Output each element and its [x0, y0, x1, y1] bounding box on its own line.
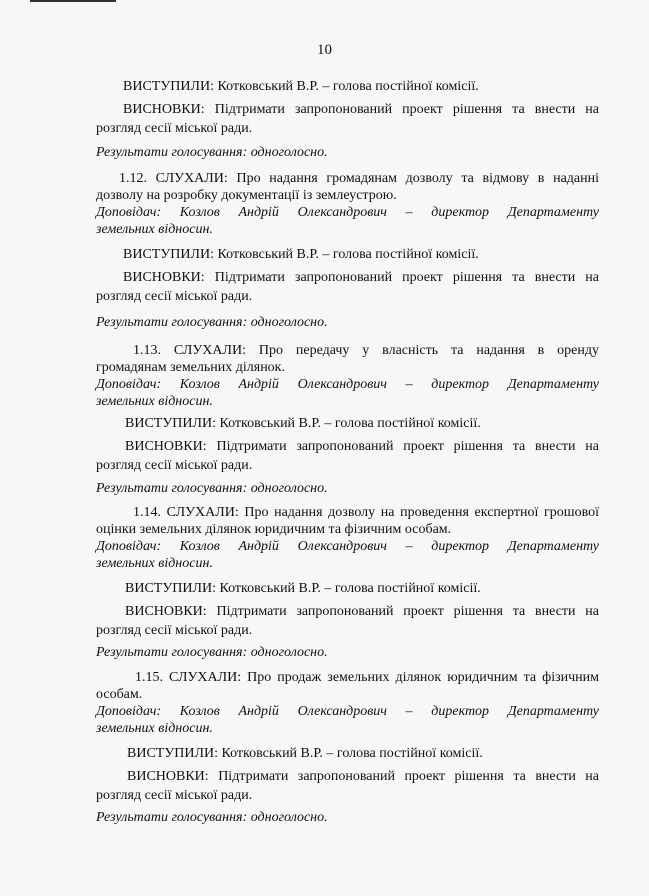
item-1-15-line2: особам. — [96, 687, 143, 702]
speaker-word: Андрій — [238, 539, 279, 554]
speaker-word: Козлов — [179, 704, 220, 719]
speaker-word: Департаменту — [507, 704, 599, 719]
vystupyly-label: ВИСТУПИЛИ: — [125, 581, 216, 596]
speaker-line2: земельних відносин. — [96, 721, 213, 736]
speaker-word: Козлов — [179, 377, 220, 392]
vystupyly-line — [125, 414, 605, 433]
speaker-line2: земельних відносин. — [96, 222, 213, 237]
speaker-word: Андрій — [238, 377, 279, 392]
vystupyly-label: ВИСТУПИЛИ: — [123, 79, 214, 94]
vysnovky-label: ВИСНОВКИ: — [125, 604, 207, 619]
item-title: Про продаж земельних ділянок юридичним та фізичним — [247, 670, 599, 685]
vystupyly-line — [125, 579, 605, 598]
vystupyly-text: Котковський В.Р. – голова постійної комісії. — [217, 247, 479, 262]
vystupyly-text: Котковський В.Р. – голова постійної комісії. — [219, 581, 481, 596]
speaker-word: директор — [431, 704, 490, 719]
item-title: Про передачу у власність та надання в оренду — [258, 343, 599, 358]
item-title: Про надання дозволу на проведення експертної грошової — [244, 505, 599, 520]
speaker-word: – — [405, 377, 413, 392]
speaker-line2: земельних відносин. — [96, 556, 213, 571]
vystupyly-label: ВИСТУПИЛИ: — [127, 746, 218, 761]
speaker-word: Доповідач: — [96, 539, 162, 554]
speaker-word: директор — [431, 205, 490, 220]
results-line — [96, 643, 599, 662]
item-number: 1.12. СЛУХАЛИ: — [119, 171, 228, 186]
speaker-word: – — [405, 539, 413, 554]
vystupyly-line — [127, 744, 607, 763]
vysnovky-line1 — [125, 437, 599, 456]
results-line — [96, 143, 599, 162]
speaker-word: Доповідач: — [96, 205, 162, 220]
vysnovky-label: ВИСНОВКИ: — [125, 439, 207, 454]
vysnovky-label: ВИСНОВКИ: — [123, 102, 205, 117]
vysnovky-text: Підтримати запропонований проект рішення та внести на — [218, 769, 600, 784]
vysnovky-line2: розгляд сесії міської ради. — [96, 788, 253, 803]
speaker-word: Департаменту — [507, 539, 599, 554]
results-label: Результати голосування: — [96, 645, 248, 660]
speaker-word: Департаменту — [507, 377, 599, 392]
speaker-word: Департаменту — [507, 205, 599, 220]
speaker-word: Олександрович — [297, 539, 387, 554]
vysnovky-line1 — [123, 100, 599, 119]
item-number: 1.15. СЛУХАЛИ: — [135, 670, 242, 685]
item-1-14-line2: оцінки земельних ділянок юридичним та фізичним особам. — [96, 522, 452, 537]
item-1-13-line2: громадянам земельних ділянок. — [96, 360, 285, 375]
vysnovky-text: Підтримати запропонований проект рішення та внести на — [216, 604, 600, 619]
vysnovky-text: Підтримати запропонований проект рішення та внести на — [214, 102, 599, 117]
results-label: Результати голосування: — [96, 481, 248, 496]
speaker-line2: земельних відносин. — [96, 394, 213, 409]
results-value: одноголосно. — [250, 481, 328, 496]
vysnovky-line2: розгляд сесії міської ради. — [96, 289, 253, 304]
speaker-word: Олександрович — [297, 704, 387, 719]
speaker-word: Козлов — [179, 539, 220, 554]
vysnovky-line1 — [127, 767, 599, 786]
scan-edge-line — [30, 0, 116, 2]
item-title: Про надання громадянам дозволу та відмову в наданні — [236, 171, 599, 186]
vystupyly-line — [123, 245, 603, 264]
speaker-word: Олександрович — [297, 377, 387, 392]
vystupyly-text: Котковський В.Р. – голова постійної комісії. — [221, 746, 483, 761]
item-number: 1.14. СЛУХАЛИ: — [133, 505, 239, 520]
results-line — [96, 313, 599, 332]
speaker-word: Козлов — [179, 205, 220, 220]
results-line — [96, 808, 599, 827]
vysnovky-text: Підтримати запропонований проект рішення та внести на — [216, 439, 600, 454]
speaker-word: Андрій — [238, 205, 279, 220]
speaker-word: Олександрович — [297, 205, 387, 220]
item-number: 1.13. СЛУХАЛИ: — [133, 343, 246, 358]
results-value: одноголосно. — [250, 315, 328, 330]
page-number: 10 — [317, 42, 332, 58]
results-value: одноголосно. — [250, 645, 328, 660]
vystupyly-text: Котковський В.Р. – голова постійної комісії. — [217, 79, 479, 94]
vystupyly-label: ВИСТУПИЛИ: — [123, 247, 214, 262]
speaker-word: Доповідач: — [96, 377, 162, 392]
vysnovky-line2: розгляд сесії міської ради. — [96, 623, 253, 638]
vystupyly-text: Котковський В.Р. – голова постійної комісії. — [219, 416, 481, 431]
vysnovky-line2: розгляд сесії міської ради. — [96, 121, 253, 136]
results-line — [96, 479, 599, 498]
speaker-word: директор — [431, 539, 490, 554]
results-label: Результати голосування: — [96, 145, 248, 160]
speaker-word: – — [405, 704, 413, 719]
vysnovky-line2: розгляд сесії міської ради. — [96, 458, 253, 473]
vystupyly-label: ВИСТУПИЛИ: — [125, 416, 216, 431]
vystupyly-line — [123, 77, 603, 96]
results-label: Результати голосування: — [96, 810, 248, 825]
item-1-12-line2: дозволу на розробку документації із землеустрою. — [96, 188, 397, 203]
speaker-word: Андрій — [238, 704, 279, 719]
vysnovky-label: ВИСНОВКИ: — [127, 769, 209, 784]
vysnovky-text: Підтримати запропонований проект рішення та внести на — [214, 270, 599, 285]
results-label: Результати голосування: — [96, 315, 248, 330]
vysnovky-line1 — [125, 602, 599, 621]
vysnovky-label: ВИСНОВКИ: — [123, 270, 205, 285]
speaker-word: – — [405, 205, 413, 220]
speaker-word: директор — [431, 377, 490, 392]
vysnovky-line1 — [123, 268, 599, 287]
results-value: одноголосно. — [250, 810, 328, 825]
results-value: одноголосно. — [250, 145, 328, 160]
speaker-word: Доповідач: — [96, 704, 162, 719]
